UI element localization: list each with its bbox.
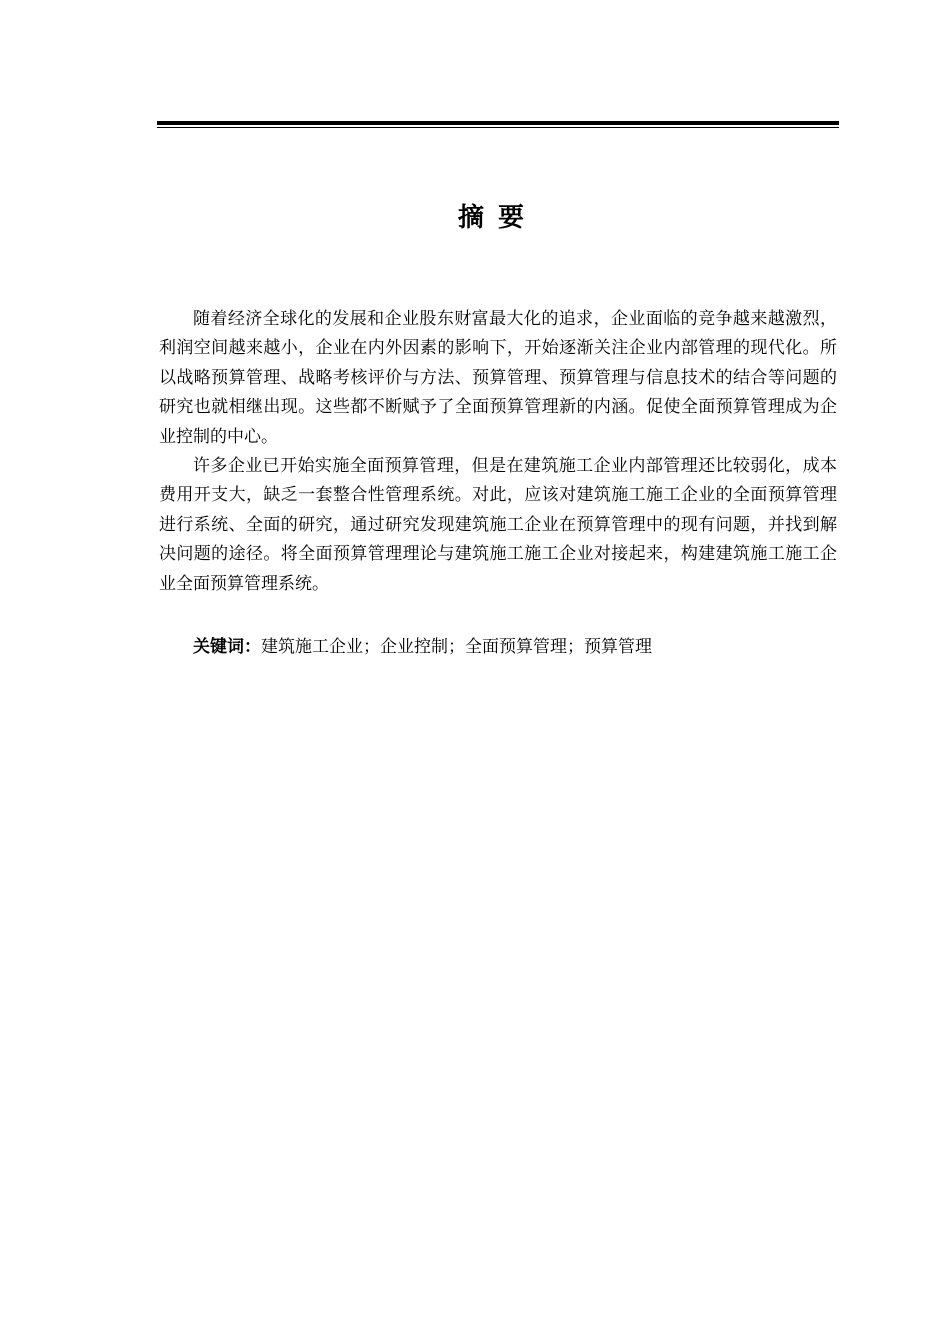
page-title: 摘要 [457,203,538,233]
keywords-text: 建筑施工企业；企业控制；全面预算管理；预算管理 [261,637,652,657]
keywords-label: 关键词： [193,637,261,657]
abstract-body [159,305,837,599]
header-rule-thin [157,127,839,128]
abstract-paragraph-2: 许多企业已开始实施全面预算管理，但是在建筑施工企业内部管理还比较弱化，成本费用开支大，缺乏一套整合性管理系统。对此，应该对建筑施工施工企业的全面预算管理进行系统、全面的研究，通过研究发现建筑施工企业在预算管理中的现有问题，并找到解决问题的途径。将全面预算管理理论与建筑施工施工企业对接起来，构建建筑施工施工企业全面预算管理系统。 [159,456,837,594]
keywords-line [159,633,837,662]
header-rule [157,121,839,129]
abstract-paragraph-1: 随着经济全球化的发展和企业股东财富最大化的追求，企业面临的竞争越来越激烈，利润空间越来越小，企业在内外因素的影响下，开始逐渐关注企业内部管理的现代化。所以战略预算管理、战略考核评价与方法、预算管理、预算管理与信息技术的结合等问题的研究也就相继出现。这些都不断赋予了全面预算管理新的内涵。促使全面预算管理成为企业控制的中心。 [159,309,837,447]
header-rule-thick [157,121,839,125]
